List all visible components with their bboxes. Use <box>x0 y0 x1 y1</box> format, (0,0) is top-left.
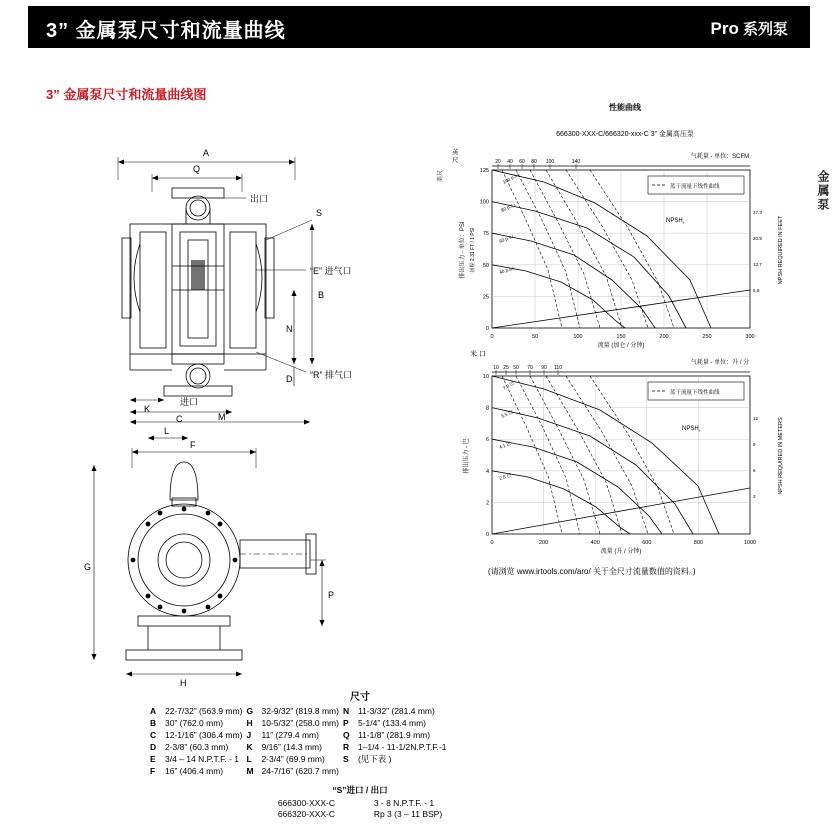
dim-key: F <box>150 766 156 776</box>
table-row <box>150 742 450 754</box>
svg-text:10: 10 <box>493 365 499 371</box>
imperial-legend: 蓝干流量下线性曲线 <box>670 184 720 190</box>
svg-text:0: 0 <box>490 540 494 546</box>
imperial-top-ticks <box>495 159 580 165</box>
dim-key: G <box>246 706 254 716</box>
imperial-axis-corner: 英尺 <box>452 149 459 164</box>
svg-text:6: 6 <box>485 437 489 444</box>
dimensions-title: 尺寸 <box>350 692 370 703</box>
svg-text:200: 200 <box>539 540 549 546</box>
svg-text:6.8: 6.8 <box>753 288 760 293</box>
inlet-label-2: 进口 <box>180 397 199 407</box>
svg-text:40 p.s.i.: 40 p.s.i. <box>498 265 516 275</box>
svg-text:50: 50 <box>513 365 519 371</box>
dim-key: N <box>342 706 350 716</box>
performance-charts <box>430 100 820 600</box>
dim-label-P: P <box>328 590 335 600</box>
dim-label-C: C <box>176 414 183 424</box>
dim-value: 11-1/8” (281.9 mm) <box>357 730 431 740</box>
svg-text:200: 200 <box>659 334 669 340</box>
dim-key <box>343 766 358 778</box>
svg-text:25: 25 <box>503 365 509 371</box>
metric-right-label: NPSH REQUIRED IN METERS <box>778 417 784 495</box>
list-item <box>278 809 442 820</box>
header-series-text: 系列泵 <box>738 21 788 38</box>
imperial-ylabel: 排出压力 - 单位：PSI <box>460 221 466 279</box>
dim-key: M <box>246 766 254 776</box>
svg-text:110: 110 <box>554 365 562 371</box>
dim-value: 22-7/32” (563.9 mm) <box>165 706 243 716</box>
list-item <box>278 798 442 809</box>
dim-label-N: N <box>286 324 293 334</box>
svg-text:70: 70 <box>527 365 533 371</box>
dim-key: J <box>246 730 252 740</box>
svg-text:100: 100 <box>479 199 489 206</box>
charts-model: 666300-XXX-C/666320-xxx-C 3” 金属高压泵 <box>556 131 694 138</box>
dim-key: S <box>342 754 349 764</box>
dim-value: 30” (762.0 mm) <box>165 718 224 728</box>
svg-text:80 p.s.i.: 80 p.s.i. <box>500 201 518 213</box>
dim-value: 5-1/4” (133.4 mm) <box>357 718 426 728</box>
imperial-y-unit: 美尺 <box>438 169 444 182</box>
imperial-ylabel2: 扬程 2.31 FT / 1 PSI <box>470 227 476 273</box>
dim-label-B: B <box>318 290 325 300</box>
imperial-npsh-label: $NPSH_r$ <box>666 218 685 225</box>
svg-text:60 p.s.i.: 60 p.s.i. <box>498 233 516 244</box>
svg-text:100: 100 <box>545 159 555 165</box>
dim-value: (见下表 ) <box>357 754 392 764</box>
svg-text:125: 125 <box>479 168 489 174</box>
metric-chart <box>462 349 784 555</box>
svg-text:600: 600 <box>642 540 652 546</box>
table-row <box>150 754 450 766</box>
svg-text:10: 10 <box>482 374 489 380</box>
svg-text:50: 50 <box>482 262 489 269</box>
metric-xlabel: 流量 (升 / 分钟) <box>600 549 642 555</box>
dim-label-H: H <box>180 678 187 688</box>
outlet-label: 出口 <box>250 194 269 204</box>
svg-text:0: 0 <box>485 532 489 538</box>
dim-key: R <box>342 742 350 752</box>
charts-title: 性能曲线 <box>609 103 641 112</box>
imperial-right-ticks <box>753 210 762 293</box>
dim-label-K: K <box>144 404 151 414</box>
dim-label-G: G <box>84 562 92 572</box>
svg-text:20.5: 20.5 <box>753 236 762 241</box>
metric-right-ticks <box>753 416 759 499</box>
dim-label-Q: Q <box>193 164 201 174</box>
e-port-label: “E” 进气口 <box>310 266 352 276</box>
svg-text:0: 0 <box>485 326 489 332</box>
dim-value: 9/16” (14.3 mm) <box>261 742 322 752</box>
dimensions-table <box>150 706 450 778</box>
svg-text:100 p.s.i.: 100 p.s.i. <box>502 171 521 185</box>
imperial-right-label: NPSH REQUIRED IN FEET <box>778 215 784 285</box>
pump-dimension-drawing <box>60 120 420 688</box>
svg-text:90: 90 <box>541 365 547 371</box>
dim-label-F: F <box>190 440 196 450</box>
section-title: 3” 金属泵尺寸和流量曲线图 <box>46 87 207 102</box>
dim-value: 3/4 – 14 N.P.T.F. - 1 <box>165 754 240 764</box>
dim-value: 2-3/8” (60.3 mm) <box>165 742 229 752</box>
metric-y-ticks <box>483 374 489 538</box>
imperial-top-axis-label: 气耗量 - 单位：SCFM <box>690 154 750 160</box>
s-port-model: 666320-XXX-C <box>277 809 335 819</box>
metric-ylabel: 排出压力 - 巴 <box>464 438 470 474</box>
s-port-model: 666300-XXX-C <box>277 798 335 808</box>
svg-text:4: 4 <box>485 468 489 475</box>
svg-text:6: 6 <box>753 468 756 473</box>
dim-key: Q <box>342 730 350 740</box>
dim-key: D <box>150 742 157 752</box>
svg-text:4.1 巴: 4.1 巴 <box>498 440 512 450</box>
svg-text:75: 75 <box>482 231 489 238</box>
dim-value: 24-7/16” (620.7 mm) <box>261 766 339 776</box>
dim-key: B <box>150 718 157 728</box>
s-port-value: 3 - 8 N.P.T.F. - 1 <box>373 798 435 808</box>
svg-text:800: 800 <box>693 540 703 546</box>
dim-value: 11-3/32” (281.4 mm) <box>357 706 435 716</box>
dim-key: A <box>150 706 157 716</box>
metric-x-ticks <box>490 540 756 546</box>
svg-text:60: 60 <box>519 159 525 165</box>
imperial-xlabel: 流量 (加仑 / 分钟) <box>597 343 645 349</box>
svg-text:250: 250 <box>702 334 712 340</box>
svg-text:140: 140 <box>571 159 581 165</box>
dim-value: 1–1/4 - 11-1/2N.P.T.F.-1 <box>357 742 447 752</box>
dim-label-S: S <box>316 208 323 218</box>
page-title: 3” 金属泵尺寸和流量曲线 <box>46 20 286 42</box>
svg-text:2: 2 <box>485 500 489 507</box>
svg-text:13.7: 13.7 <box>753 262 762 267</box>
imperial-y-ticks <box>480 168 489 332</box>
dim-label-D: D <box>286 374 293 384</box>
svg-text:100: 100 <box>573 334 583 340</box>
metric-legend: 蓝干流量下线性曲线 <box>670 390 720 396</box>
svg-text:80: 80 <box>531 159 537 165</box>
dim-label-L: L <box>164 426 170 436</box>
dim-value: 16” (406.4 mm) <box>165 766 224 776</box>
metric-top-ticks <box>493 365 562 371</box>
dim-label-M: M <box>218 412 226 422</box>
s-port-title: “S”进口 / 出口 <box>332 785 388 795</box>
table-row <box>150 706 450 718</box>
s-port-block <box>150 784 570 820</box>
dim-key: P <box>342 718 349 728</box>
svg-text:5.5 巴: 5.5 巴 <box>500 409 514 419</box>
s-port-value: Rp 3 (3 – 11 BSP) <box>373 809 443 819</box>
svg-text:50: 50 <box>531 334 539 340</box>
dim-key: K <box>246 742 253 752</box>
svg-text:27.3: 27.3 <box>753 210 762 215</box>
table-row <box>150 718 450 730</box>
svg-text:2.8 巴: 2.8 巴 <box>498 472 512 481</box>
svg-text:7.0 巴: 7.0 巴 <box>502 380 516 391</box>
header-series <box>710 18 788 39</box>
metric-top-axis-label: 气耗量 - 单位：升 / 分 <box>690 360 750 366</box>
svg-text:1000: 1000 <box>743 540 757 546</box>
svg-text:150: 150 <box>616 334 626 340</box>
r-port-label: “R” 排气口 <box>310 370 352 380</box>
dim-key: H <box>246 718 253 728</box>
dimensions-block <box>150 688 570 820</box>
dim-key: L <box>246 754 252 764</box>
metric-npsh-label: $NPSH_r$ <box>682 426 701 433</box>
metric-axis-header: 米 口 <box>470 351 486 358</box>
imperial-chart <box>436 147 784 349</box>
header-series-pro: Pro <box>710 19 739 38</box>
dim-value: 2-3/4” (69.9 mm) <box>261 754 325 764</box>
svg-text:9: 9 <box>753 442 756 447</box>
svg-text:40: 40 <box>507 159 513 165</box>
imperial-x-ticks <box>490 334 754 340</box>
dim-value: 11” (279.4 mm) <box>261 730 319 740</box>
dim-value: 12-1/16” (306.4 mm) <box>165 730 243 740</box>
svg-text:0: 0 <box>490 334 494 340</box>
svg-text:20: 20 <box>495 159 501 165</box>
svg-text:400: 400 <box>590 540 600 546</box>
dim-key: E <box>150 754 156 764</box>
svg-text:25: 25 <box>482 294 489 301</box>
svg-text:12: 12 <box>753 416 759 421</box>
svg-text:8: 8 <box>485 405 489 412</box>
dim-value: 32-9/32” (819.8 mm) <box>261 706 339 716</box>
charts-note: (请浏览 www.irtools.com/aro/ 关于全尺寸流量数值的资料。) <box>488 567 696 576</box>
dim-label-A: A <box>203 148 210 158</box>
table-row <box>150 730 450 742</box>
side-tab-label: 金属泵 <box>816 170 830 212</box>
dim-value: 10-5/32” (258.0 mm) <box>261 718 339 728</box>
table-row <box>150 766 450 778</box>
dim-key: C <box>150 730 157 740</box>
page-header <box>28 6 810 48</box>
svg-text:3: 3 <box>753 494 756 499</box>
svg-text:300: 300 <box>745 334 755 340</box>
dim-value <box>358 766 451 778</box>
